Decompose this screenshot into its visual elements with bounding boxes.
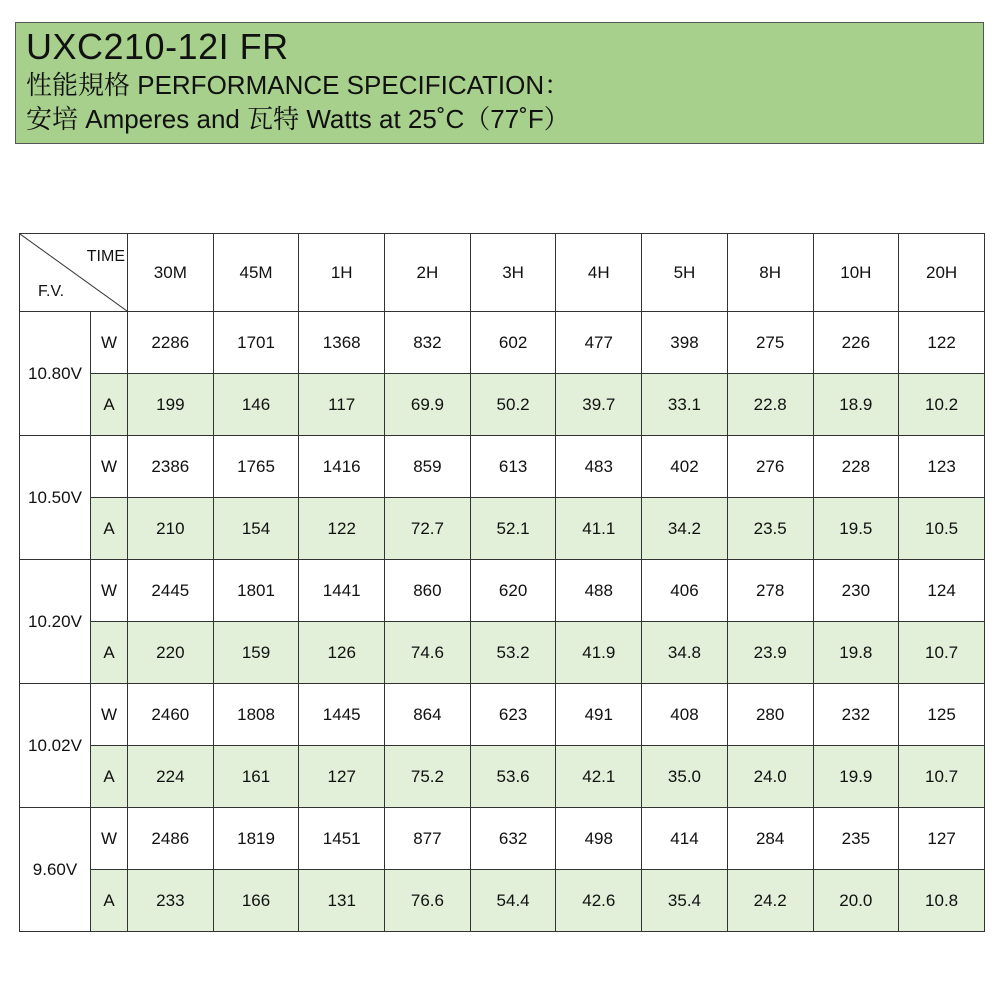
watts-value-cell: 1441: [299, 560, 385, 622]
amps-value-cell: 22.8: [727, 374, 813, 436]
watts-value-cell: 122: [899, 312, 985, 374]
unit-amps-cell: A: [91, 746, 128, 808]
amps-value-cell: 23.5: [727, 498, 813, 560]
amps-value-cell: 10.8: [899, 870, 985, 932]
column-header: 20H: [899, 234, 985, 312]
amps-value-cell: 210: [128, 498, 214, 560]
amps-value-cell: 10.2: [899, 374, 985, 436]
watts-value-cell: 2486: [128, 808, 214, 870]
unit-watts-cell: W: [91, 436, 128, 498]
amps-value-cell: 122: [299, 498, 385, 560]
unit-watts-cell: W: [91, 560, 128, 622]
corner-cell: [20, 234, 128, 312]
watts-value-cell: 1765: [213, 436, 299, 498]
amps-value-cell: 199: [128, 374, 214, 436]
watts-value-cell: 230: [813, 560, 899, 622]
amps-value-cell: 19.9: [813, 746, 899, 808]
amps-value-cell: 53.2: [470, 622, 556, 684]
watts-value-cell: 1701: [213, 312, 299, 374]
performance-table: [19, 233, 985, 932]
amps-value-cell: 23.9: [727, 622, 813, 684]
final-voltage-cell: 10.80V: [20, 312, 91, 436]
watts-value-cell: 408: [642, 684, 728, 746]
column-header: 1H: [299, 234, 385, 312]
amps-value-cell: 20.0: [813, 870, 899, 932]
unit-amps-cell: A: [91, 498, 128, 560]
amps-value-cell: 54.4: [470, 870, 556, 932]
spec-subtitle: 性能規格 PERFORMANCE SPECIFICATION：: [26, 70, 571, 100]
final-voltage-cell: 10.20V: [20, 560, 91, 684]
amps-value-cell: 52.1: [470, 498, 556, 560]
watts-value-cell: 275: [727, 312, 813, 374]
amps-value-cell: 75.2: [385, 746, 471, 808]
watts-value-cell: 398: [642, 312, 728, 374]
amps-value-cell: 72.7: [385, 498, 471, 560]
watts-value-cell: 864: [385, 684, 471, 746]
amps-value-cell: 76.6: [385, 870, 471, 932]
column-header: 30M: [128, 234, 214, 312]
unit-watts-cell: W: [91, 312, 128, 374]
table-row: [20, 684, 985, 746]
watts-value-cell: 832: [385, 312, 471, 374]
table-row: [20, 498, 985, 560]
amps-value-cell: 50.2: [470, 374, 556, 436]
spec-conditions: 安培 Amperes and 瓦特 Watts at 25˚C（77˚F）: [26, 104, 570, 134]
table-row: [20, 436, 985, 498]
column-header: 10H: [813, 234, 899, 312]
watts-value-cell: 1819: [213, 808, 299, 870]
amps-value-cell: 10.7: [899, 622, 985, 684]
amps-value-cell: 154: [213, 498, 299, 560]
watts-value-cell: 2286: [128, 312, 214, 374]
amps-value-cell: 39.7: [556, 374, 642, 436]
amps-value-cell: 24.0: [727, 746, 813, 808]
corner-time-label: TIME: [86, 248, 125, 265]
amps-value-cell: 41.1: [556, 498, 642, 560]
column-header: 5H: [642, 234, 728, 312]
amps-value-cell: 24.2: [727, 870, 813, 932]
diagonal-divider: [20, 234, 127, 311]
table-row: [20, 622, 985, 684]
column-header: 8H: [727, 234, 813, 312]
watts-value-cell: 276: [727, 436, 813, 498]
unit-amps-cell: A: [91, 622, 128, 684]
watts-value-cell: 620: [470, 560, 556, 622]
watts-value-cell: 1451: [299, 808, 385, 870]
column-header: 3H: [470, 234, 556, 312]
amps-value-cell: 161: [213, 746, 299, 808]
amps-value-cell: 41.9: [556, 622, 642, 684]
watts-value-cell: 2445: [128, 560, 214, 622]
watts-value-cell: 284: [727, 808, 813, 870]
column-header: 45M: [213, 234, 299, 312]
amps-value-cell: 35.0: [642, 746, 728, 808]
amps-value-cell: 35.4: [642, 870, 728, 932]
watts-value-cell: 483: [556, 436, 642, 498]
table-row: [20, 870, 985, 932]
amps-value-cell: 220: [128, 622, 214, 684]
amps-value-cell: 69.9: [385, 374, 471, 436]
watts-value-cell: 632: [470, 808, 556, 870]
amps-value-cell: 42.1: [556, 746, 642, 808]
watts-value-cell: 123: [899, 436, 985, 498]
watts-value-cell: 127: [899, 808, 985, 870]
amps-value-cell: 166: [213, 870, 299, 932]
watts-value-cell: 491: [556, 684, 642, 746]
final-voltage-cell: 10.02V: [20, 684, 91, 808]
watts-value-cell: 488: [556, 560, 642, 622]
watts-value-cell: 860: [385, 560, 471, 622]
column-header: 4H: [556, 234, 642, 312]
unit-amps-cell: A: [91, 374, 128, 436]
amps-value-cell: 42.6: [556, 870, 642, 932]
amps-value-cell: 146: [213, 374, 299, 436]
amps-value-cell: 117: [299, 374, 385, 436]
amps-value-cell: 74.6: [385, 622, 471, 684]
header-banner: [15, 22, 984, 144]
product-title: UXC210-12I FR: [26, 26, 289, 67]
watts-value-cell: 414: [642, 808, 728, 870]
table-row: [20, 746, 985, 808]
unit-amps-cell: A: [91, 870, 128, 932]
table-row: [20, 374, 985, 436]
table-row: [20, 560, 985, 622]
watts-value-cell: 1416: [299, 436, 385, 498]
watts-value-cell: 1808: [213, 684, 299, 746]
amps-value-cell: 34.8: [642, 622, 728, 684]
amps-value-cell: 34.2: [642, 498, 728, 560]
amps-value-cell: 10.7: [899, 746, 985, 808]
watts-value-cell: 406: [642, 560, 728, 622]
amps-value-cell: 18.9: [813, 374, 899, 436]
watts-value-cell: 235: [813, 808, 899, 870]
watts-value-cell: 613: [470, 436, 556, 498]
watts-value-cell: 498: [556, 808, 642, 870]
amps-value-cell: 10.5: [899, 498, 985, 560]
amps-value-cell: 19.5: [813, 498, 899, 560]
watts-value-cell: 125: [899, 684, 985, 746]
table-row: [20, 312, 985, 374]
unit-watts-cell: W: [91, 684, 128, 746]
watts-value-cell: 402: [642, 436, 728, 498]
watts-value-cell: 280: [727, 684, 813, 746]
amps-value-cell: 224: [128, 746, 214, 808]
amps-value-cell: 127: [299, 746, 385, 808]
watts-value-cell: 602: [470, 312, 556, 374]
watts-value-cell: 228: [813, 436, 899, 498]
watts-value-cell: 232: [813, 684, 899, 746]
amps-value-cell: 126: [299, 622, 385, 684]
amps-value-cell: 19.8: [813, 622, 899, 684]
watts-value-cell: 226: [813, 312, 899, 374]
watts-value-cell: 859: [385, 436, 471, 498]
final-voltage-cell: 10.50V: [20, 436, 91, 560]
final-voltage-cell: 9.60V: [20, 808, 91, 932]
amps-value-cell: 53.6: [470, 746, 556, 808]
table-body: [20, 312, 985, 932]
corner-fv-label: F.V.: [38, 283, 65, 300]
watts-value-cell: 278: [727, 560, 813, 622]
watts-value-cell: 2386: [128, 436, 214, 498]
watts-value-cell: 623: [470, 684, 556, 746]
amps-value-cell: 159: [213, 622, 299, 684]
watts-value-cell: 124: [899, 560, 985, 622]
watts-value-cell: 2460: [128, 684, 214, 746]
watts-value-cell: 1445: [299, 684, 385, 746]
table-header-row: [20, 234, 985, 312]
unit-watts-cell: W: [91, 808, 128, 870]
watts-value-cell: 477: [556, 312, 642, 374]
amps-value-cell: 33.1: [642, 374, 728, 436]
watts-value-cell: 877: [385, 808, 471, 870]
table-row: [20, 808, 985, 870]
amps-value-cell: 131: [299, 870, 385, 932]
watts-value-cell: 1801: [213, 560, 299, 622]
watts-value-cell: 1368: [299, 312, 385, 374]
column-header: 2H: [385, 234, 471, 312]
amps-value-cell: 233: [128, 870, 214, 932]
